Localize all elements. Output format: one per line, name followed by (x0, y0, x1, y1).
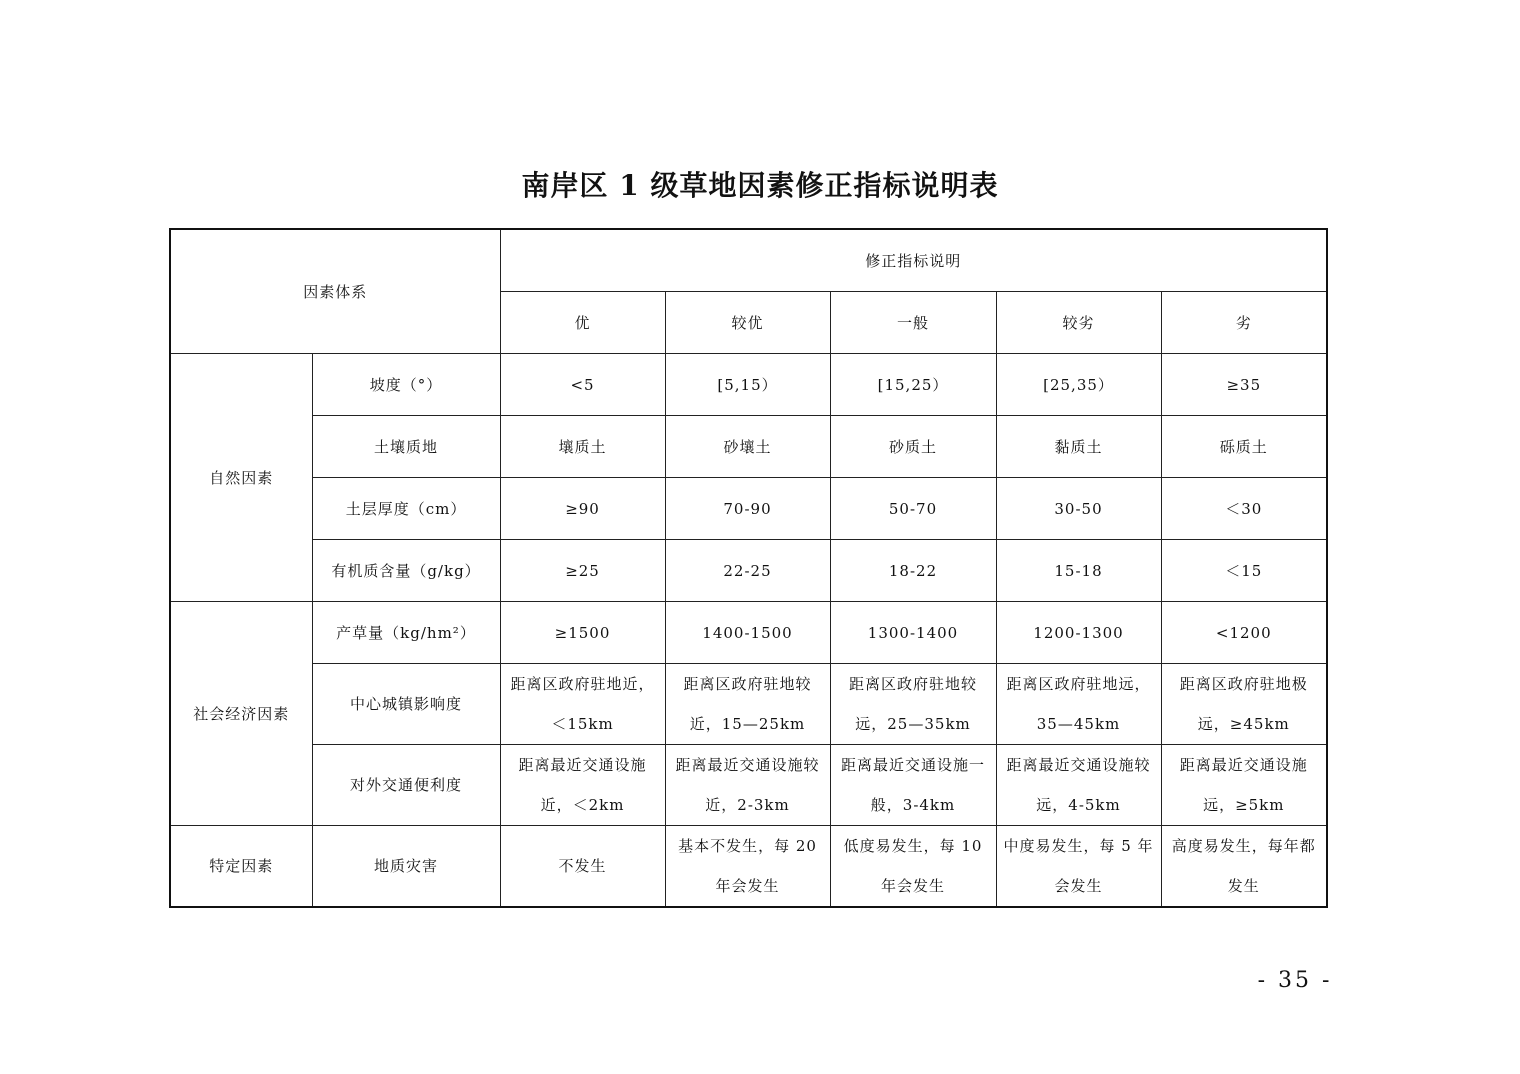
factor-label: 有机质含量（g/kg） (312, 540, 500, 602)
header-row (170, 229, 1327, 292)
table-cell: 22-25 (665, 540, 830, 602)
table-cell: 1200-1300 (996, 602, 1161, 664)
table-cell: 1400-1500 (665, 602, 830, 664)
group-label: 社会经济因素 (170, 602, 312, 826)
table-cell: 70-90 (665, 478, 830, 540)
table-cell: 50-70 (830, 478, 996, 540)
grade-header: 较劣 (996, 292, 1161, 354)
grade-header: 优 (500, 292, 665, 354)
table-row (170, 602, 1327, 664)
table-row (170, 416, 1327, 478)
table-cell: 壤质土 (500, 416, 665, 478)
table-cell: 不发生 (500, 826, 665, 908)
factor-label: 产草量（kg/hm²） (312, 602, 500, 664)
table-cell: 距离最近交通设施近，＜2km (500, 745, 665, 826)
factor-correction-table (169, 228, 1328, 908)
group-label: 特定因素 (170, 826, 312, 908)
grade-header: 一般 (830, 292, 996, 354)
table-cell: [5,15） (665, 354, 830, 416)
table-cell: ≥90 (500, 478, 665, 540)
page-title: 南岸区 1 级草地因素修正指标说明表 (521, 169, 999, 202)
table-cell: 1300-1400 (830, 602, 996, 664)
table-cell: <5 (500, 354, 665, 416)
table-cell: ≥1500 (500, 602, 665, 664)
factor-label: 坡度（°） (312, 354, 500, 416)
page-number: - 35 - (1257, 968, 1333, 993)
table-cell: 高度易发生，每年都发生 (1161, 826, 1327, 908)
table-cell: [25,35） (996, 354, 1161, 416)
factor-label: 对外交通便利度 (312, 745, 500, 826)
table-row (170, 354, 1327, 416)
table-cell: 18-22 (830, 540, 996, 602)
table-cell: 距离区政府驻地较近，15—25km (665, 664, 830, 745)
table-cell: 距离区政府驻地远，35—45km (996, 664, 1161, 745)
table-cell: 距离最近交通设施较远，4-5km (996, 745, 1161, 826)
table-cell: 距离区政府驻地极远，≥45km (1161, 664, 1327, 745)
table-cell: [15,25） (830, 354, 996, 416)
table-cell: 距离区政府驻地较远，25—35km (830, 664, 996, 745)
table-cell: 距离最近交通设施远，≥5km (1161, 745, 1327, 826)
factor-label: 土层厚度（cm） (312, 478, 500, 540)
table-cell: <1200 (1161, 602, 1327, 664)
table-cell: 黏质土 (996, 416, 1161, 478)
table-cell: ≥35 (1161, 354, 1327, 416)
table-cell: 15-18 (996, 540, 1161, 602)
table-cell: ＜15 (1161, 540, 1327, 602)
table-cell: 低度易发生，每 10 年会发生 (830, 826, 996, 908)
table-row (170, 540, 1327, 602)
table-cell: 距离最近交通设施较近，2-3km (665, 745, 830, 826)
table-cell: 30-50 (996, 478, 1161, 540)
table-row (170, 664, 1327, 745)
table-row (170, 478, 1327, 540)
table-cell: 砾质土 (1161, 416, 1327, 478)
factor-system-header: 因素体系 (170, 229, 500, 354)
table-row (170, 826, 1327, 908)
table-row (170, 745, 1327, 826)
table-cell: 距离最近交通设施一般，3-4km (830, 745, 996, 826)
table-cell: ≥25 (500, 540, 665, 602)
group-label: 自然因素 (170, 354, 312, 602)
table-cell: 砂质土 (830, 416, 996, 478)
correction-header: 修正指标说明 (500, 229, 1327, 292)
table-cell: 中度易发生，每 5 年会发生 (996, 826, 1161, 908)
table-cell: 砂壤土 (665, 416, 830, 478)
grade-header: 劣 (1161, 292, 1327, 354)
factor-label: 土壤质地 (312, 416, 500, 478)
table-cell: ＜30 (1161, 478, 1327, 540)
factor-label: 中心城镇影响度 (312, 664, 500, 745)
table-cell: 基本不发生，每 20 年会发生 (665, 826, 830, 908)
factor-label: 地质灾害 (312, 826, 500, 908)
table-cell: 距离区政府驻地近，＜15km (500, 664, 665, 745)
grade-header: 较优 (665, 292, 830, 354)
